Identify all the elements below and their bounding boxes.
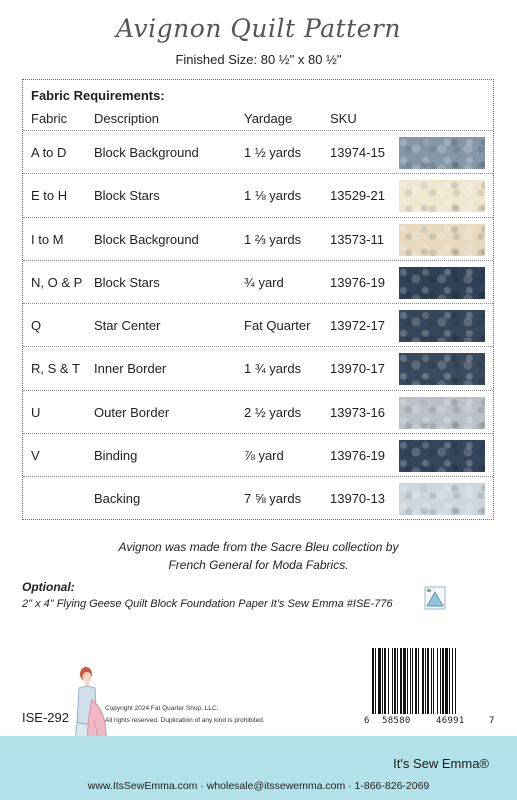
table-rows [23,130,493,520]
cell-yardage: 2 ½ yards [244,404,302,420]
table-row [23,260,493,303]
fabric-swatch [399,310,485,342]
fabric-swatch [399,397,485,429]
barcode-bar [422,648,424,714]
cell-sku: 13976-19 [330,448,385,464]
header-yardage: Yardage [244,111,293,126]
page-title: Avignon Quilt Pattern [116,14,401,43]
cell-yardage: 1 ¾ yards [244,361,302,377]
finished-size: Finished Size: 80 ½" x 80 ½" [175,52,342,67]
barcode-bar [384,648,386,714]
barcode-bar [440,648,441,714]
cell-fabric: U [31,404,41,420]
copyright-line1: Copyright 2024 Fat Quarter Shop, LLC. [105,705,219,712]
collection-note-line2: French General for Moda Fabrics. [168,558,349,572]
barcode-bar [375,648,376,714]
fabric-swatch [399,180,485,212]
optional-title: Optional: [22,580,75,594]
table-row [23,346,493,389]
table-row [23,303,493,346]
barcode-bar [378,648,381,714]
barcode-digits-group1: 58580 [382,716,411,726]
fabric-swatch [399,137,485,169]
pattern-code: ISE-292 [22,710,69,725]
fabric-swatch [399,353,485,385]
header-fabric: Fabric [31,111,68,126]
cell-yardage: 7 ⅝ yards [244,491,302,507]
brand-name: It's Sew Emma® [393,756,489,771]
optional-text: 2" x 4" Flying Geese Quilt Block Foundation Paper It's Sew Emma #ISE-776 [22,598,393,610]
fabric-requirements-table [22,79,494,520]
barcode-bar [382,648,383,714]
cell-description: Block Stars [94,188,160,204]
foundation-paper-icon [424,586,446,610]
cell-sku: 13529-21 [330,188,385,204]
cell-sku: 13972-17 [330,318,385,334]
cell-description: Star Center [94,318,161,334]
barcode-bar [425,648,426,714]
fabric-swatch [399,483,485,515]
table-row [23,433,493,476]
table-row [23,217,493,260]
barcode-bar [403,648,406,714]
cell-fabric: V [31,448,40,464]
barcode-bar [418,648,419,714]
barcode-bar [388,648,389,714]
fabric-swatch [399,440,485,472]
barcode-bar [407,648,408,714]
cell-sku: 13573-11 [330,231,384,247]
cell-yardage: ⅞ yard [244,448,284,464]
cell-yardage: 1 ⅛ yards [244,188,302,204]
barcode-bar [394,648,396,714]
table-row [23,130,493,173]
cell-fabric: Q [31,318,42,334]
barcode-bar [410,648,411,714]
barcode-bar [400,648,402,714]
barcode-bar [392,648,393,714]
collection-note [0,538,517,574]
barcode-digit-left: 6 [364,716,370,726]
footer-band [0,736,517,800]
copyright-line2: All rights reserved. Duplication of any kind is prohibited. [105,717,265,724]
copyright [105,703,265,727]
fabric-swatch [399,224,485,256]
cell-description: Binding [94,448,138,464]
cell-fabric: I to M [31,231,64,247]
cell-description: Inner Border [94,361,167,377]
collection-note-line1: Avignon was made from the Sacre Bleu collection by [118,540,399,554]
header-description: Description [94,111,160,126]
barcode-bar [442,648,444,714]
cell-sku: 13973-16 [330,404,385,420]
barcode-bar [437,648,438,714]
barcode-bar [427,648,429,714]
barcode-bar [455,648,456,714]
cell-yardage: Fat Quarter [244,318,311,334]
cell-description: Outer Border [94,404,170,420]
barcode-bar [372,648,374,714]
table-title: Fabric Requirements: [31,88,165,103]
header-sku: SKU [330,111,357,126]
contact-info: www.ItsSewEmma.com · wholesale@itssewemma.com · 1-866-826-2069 [87,780,430,792]
cell-sku: 13970-13 [330,491,385,507]
barcode-digit-right: 7 [489,716,495,726]
cell-fabric: A to D [31,145,67,160]
table-row [23,390,493,433]
barcode-bar [452,648,453,714]
barcode-bars [370,648,488,714]
cell-sku: 13976-19 [330,274,385,290]
barcode-bar [449,648,450,714]
cell-description: Block Background [94,145,199,160]
barcode-bar [433,648,434,714]
barcode-bar [412,648,413,714]
cell-sku: 13974-15 [330,145,385,160]
cell-fabric: R, S & T [31,361,80,377]
cell-fabric: N, O & P [31,274,83,290]
barcode-bar [431,648,432,714]
cell-yardage: 1 ⅔ yards [244,231,302,247]
cell-description: Backing [94,491,141,507]
fabric-swatch [399,267,485,299]
cell-sku: 13970-17 [330,361,385,377]
cell-description: Block Stars [94,274,160,290]
table-row [23,173,493,216]
upc-barcode [362,640,496,736]
barcode-bar [397,648,398,714]
barcode-digits-group2: 46991 [436,716,465,726]
cell-description: Block Background [94,231,199,247]
cell-yardage: 1 ½ yards [244,145,302,160]
cell-yardage: ¾ yard [244,274,284,290]
barcode-bar [415,648,417,714]
barcode-bar [445,648,448,714]
table-row [23,476,493,519]
cell-fabric: E to H [31,188,68,204]
